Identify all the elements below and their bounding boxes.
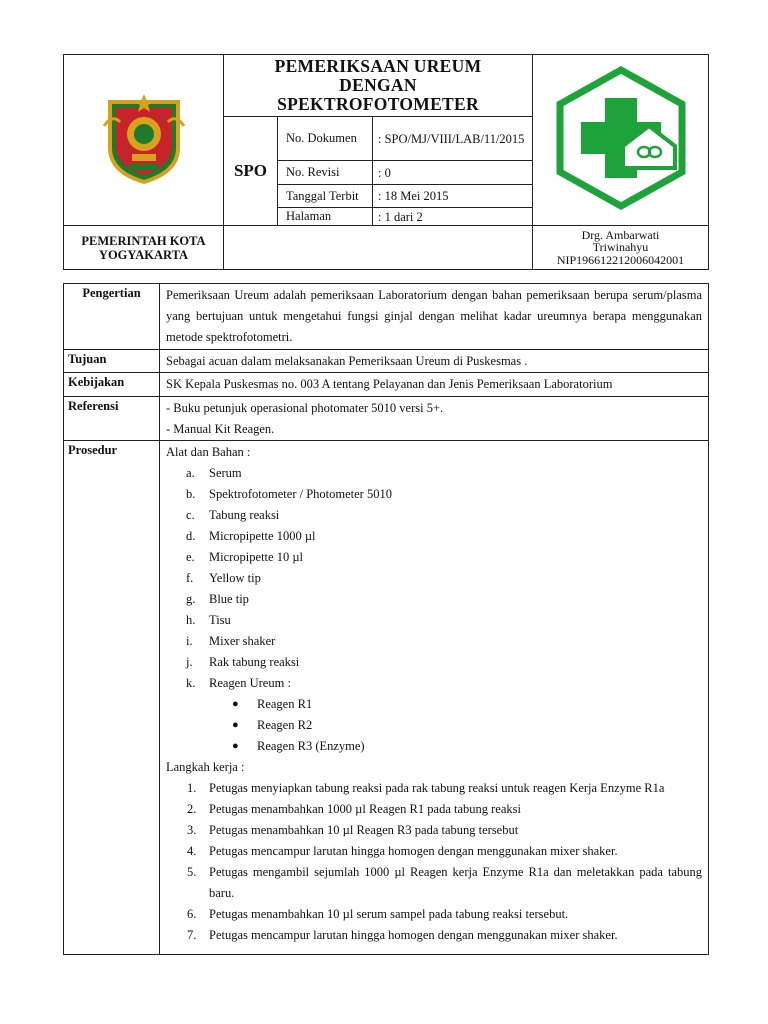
langkah-list	[166, 778, 702, 946]
alat-list-item	[166, 568, 702, 589]
reagen-list	[166, 694, 702, 757]
reagen-list-item	[166, 694, 702, 715]
yogyakarta-city-seal-icon	[102, 92, 186, 184]
referensi-text	[160, 396, 709, 441]
alat-item-marker: e.	[186, 550, 195, 565]
step-text: Petugas menyiapkan tabung reaksi pada rak tabung reaksi untuk reagen Kerja Enzyme R1a	[209, 781, 665, 796]
puskesmas-logo-cell	[533, 55, 709, 226]
step-number: 3.	[187, 823, 197, 838]
langkah-step	[166, 862, 702, 904]
title-line-2: DENGAN	[339, 75, 417, 95]
step-text: Petugas menambahkan 1000 µl Reagen R1 pada tabung reaksi	[209, 802, 521, 817]
step-text: Petugas menambahkan 10 µl serum sampel pada tabung reaksi tersebut.	[209, 907, 569, 922]
alat-list-item	[166, 484, 702, 505]
alat-item-text: Reagen Ureum :	[209, 676, 291, 691]
signatory	[533, 226, 709, 270]
langkah-step	[166, 799, 702, 820]
spo-label: SPO	[224, 117, 278, 226]
signatory-name: Drg. Ambarwati	[581, 227, 660, 242]
alat-item-marker: c.	[186, 508, 195, 523]
alat-item-marker: g.	[186, 592, 196, 607]
kebijakan-row	[64, 373, 709, 396]
tujuan-label: Tujuan	[64, 349, 160, 372]
no-dokumen-value	[373, 117, 533, 161]
referensi-line: - Manual Kit Reagen.	[166, 421, 275, 436]
signatory-nip: NIP196612212006042001	[556, 252, 685, 267]
document-header-table	[63, 54, 709, 270]
langkah-heading: Langkah kerja :	[166, 760, 245, 775]
reagen-item-text: Reagen R3 (Enzyme)	[257, 739, 365, 754]
yogyakarta-city-seal-cell	[64, 55, 224, 226]
step-text: Petugas mencampur larutan hingga homogen dengan menggunakan mixer shaker.	[209, 928, 618, 943]
referensi-label: Referensi	[64, 396, 160, 441]
alat-item-text: Spektrofotometer / Photometer 5010	[209, 487, 392, 502]
puskesmas-logo-icon	[547, 64, 695, 212]
langkah-step	[166, 841, 702, 862]
alat-item-text: Mixer shaker	[209, 634, 276, 649]
step-number: 6.	[187, 907, 197, 922]
alat-item-text: Rak tabung reaksi	[209, 655, 300, 670]
alat-item-marker: h.	[186, 613, 196, 628]
step-number: 4.	[187, 844, 197, 859]
bullet-icon: ●	[232, 698, 239, 711]
langkah-step	[166, 904, 702, 925]
government-line-1: PEMERINTAH KOTA	[81, 233, 206, 248]
blank-cell	[224, 226, 533, 270]
alat-list-item	[166, 589, 702, 610]
pengertian-text: Pemeriksaan Ureum adalah pemeriksaan Laboratorium dengan bahan pemeriksaan berupa serum/plasma yang bertujuan untuk mengetahui fungsi ginjal dengan melihat kadar ureumnya berapa menggunakan metode spektrofotometri.	[160, 284, 709, 350]
referensi-line: - Buku petunjuk operasional photomater 5010 versi 5+.	[166, 400, 444, 415]
prosedur-row	[64, 441, 709, 955]
kebijakan-label: Kebijakan	[64, 373, 160, 396]
tanggal-terbit-value: : 18 Mei 2015	[373, 185, 533, 208]
alat-list-item	[166, 547, 702, 568]
step-text: Petugas mengambil sejumlah 1000 µl Reagen kerja Enzyme R1a dan meletakkan pada tabung baru.	[209, 865, 702, 901]
no-dokumen-label: No. Dokumen	[278, 117, 373, 161]
alat-list-item	[166, 526, 702, 547]
langkah-step	[166, 778, 702, 799]
alat-item-marker: d.	[186, 529, 196, 544]
step-number: 2.	[187, 802, 197, 817]
reagen-list-item	[166, 715, 702, 736]
title-line-3: SPEKTROFOTOMETER	[277, 94, 479, 114]
step-number: 1.	[187, 781, 197, 796]
referensi-row	[64, 396, 709, 441]
alat-item-text: Micropipette 10 µl	[209, 550, 303, 565]
no-revisi-label: No. Revisi	[278, 161, 373, 185]
pengertian-label: Pengertian	[64, 284, 160, 350]
alat-list-item	[166, 673, 702, 694]
tujuan-row	[64, 349, 709, 372]
pengertian-row	[64, 284, 709, 350]
halaman-label: Halaman	[278, 208, 373, 226]
alat-item-text: Tisu	[209, 613, 231, 628]
step-text: Petugas menambahkan 10 µl Reagen R3 pada tabung tersebut	[209, 823, 519, 838]
alat-item-marker: j.	[186, 655, 193, 670]
kebijakan-text: SK Kepala Puskesmas no. 003 A tentang Pelayanan dan Jenis Pemeriksaan Laboratorium	[160, 373, 709, 396]
bullet-icon: ●	[232, 719, 239, 732]
alat-item-text: Yellow tip	[209, 571, 261, 586]
no-revisi-value: : 0	[373, 161, 533, 185]
title-line-1: PEMERIKSAAN UREUM	[274, 56, 482, 76]
alat-item-marker: i.	[186, 634, 193, 649]
tanggal-terbit-label: Tanggal Terbit	[278, 185, 373, 208]
document-title	[224, 55, 533, 117]
alat-heading: Alat dan Bahan :	[166, 445, 251, 460]
prosedur-label: Prosedur	[64, 441, 160, 955]
alat-list	[166, 463, 702, 694]
no-dokumen-text: : SPO/MJ/VIII/LAB/11/2015	[378, 131, 525, 146]
alat-item-text: Micropipette 1000 µl	[209, 529, 316, 544]
alat-item-marker: b.	[186, 487, 196, 502]
alat-item-marker: f.	[186, 571, 194, 586]
halaman-value: : 1 dari 2	[373, 208, 533, 226]
step-number: 5.	[187, 865, 197, 880]
langkah-step	[166, 925, 702, 946]
alat-list-item	[166, 505, 702, 526]
step-number: 7.	[187, 928, 197, 943]
reagen-list-item	[166, 736, 702, 757]
alat-list-item	[166, 652, 702, 673]
alat-list-item	[166, 610, 702, 631]
alat-item-text: Serum	[209, 466, 242, 481]
tujuan-text: Sebagai acuan dalam melaksanakan Pemeriksaan Ureum di Puskesmas .	[160, 349, 709, 372]
langkah-step	[166, 820, 702, 841]
alat-item-marker: k.	[186, 676, 196, 691]
government-line-2: YOGYAKARTA	[98, 247, 189, 262]
alat-item-text: Tabung reaksi	[209, 508, 280, 523]
sop-content-table	[63, 283, 709, 955]
bullet-icon: ●	[232, 740, 239, 753]
prosedur-text	[160, 441, 709, 955]
alat-item-text: Blue tip	[209, 592, 249, 607]
alat-list-item	[166, 631, 702, 652]
reagen-item-text: Reagen R2	[257, 718, 313, 733]
government-name	[64, 226, 224, 270]
reagen-item-text: Reagen R1	[257, 697, 313, 712]
signatory-name-2: Triwinahyu	[592, 240, 649, 255]
alat-list-item	[166, 463, 702, 484]
alat-item-marker: a.	[186, 466, 195, 481]
step-text: Petugas mencampur larutan hingga homogen dengan menggunakan mixer shaker.	[209, 844, 618, 859]
